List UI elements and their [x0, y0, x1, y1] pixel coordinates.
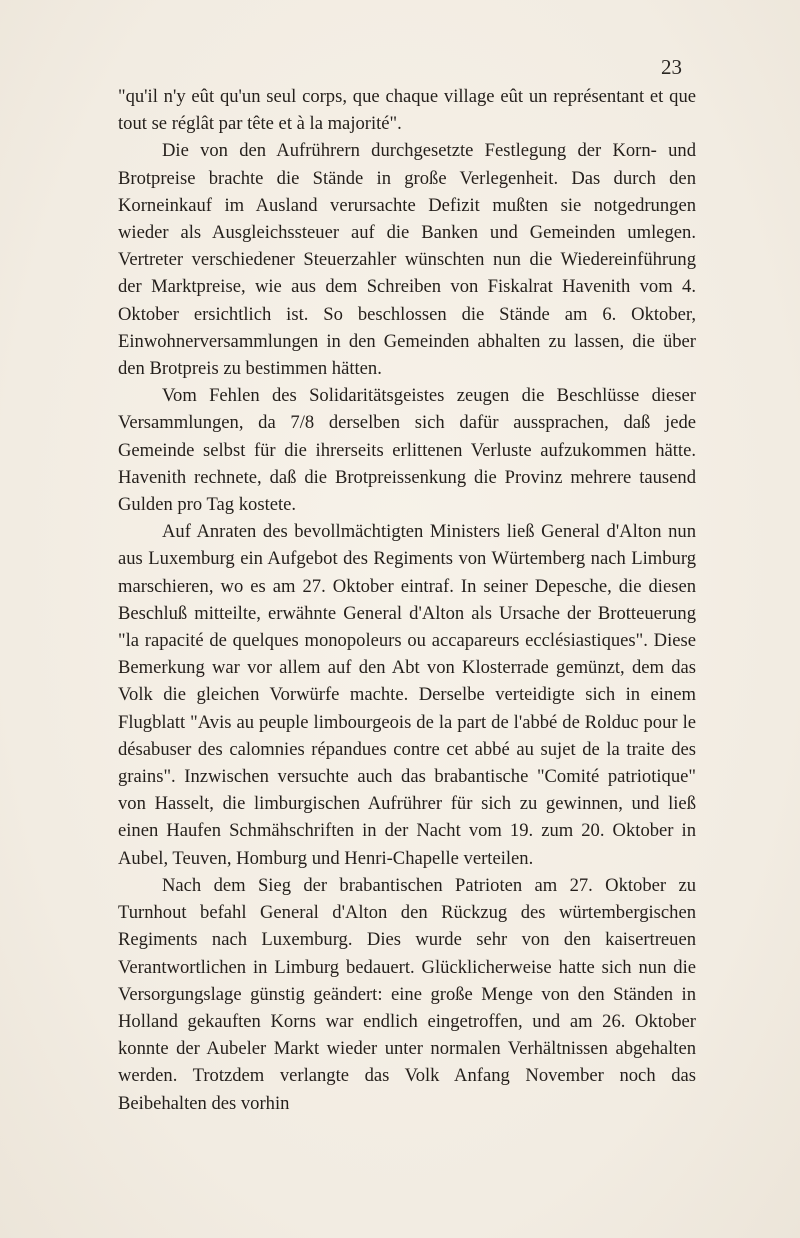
paragraph-5: Nach dem Sieg der brabantischen Patrioten am 27. Oktober zu Turnhout befahl General d'Alton den Rückzug des würtembergischen Regiments nach Luxemburg. Dies wurde sehr von den kaisertreuen Verantwortlichen in Limburg bedauert. Glücklicherweise hatte sich nun die Versorgungslage günstig geändert: eine große Menge von den Ständen in Holland gekauften Korns war endlich eingetroffen, und am 26. Oktober konnte der Aubeler Markt wieder unter normalen Verhältnissen abgehalten werden. Trotzdem verlangte das Volk Anfang November noch das Beibehalten des vorhin — [118, 874, 696, 1114]
paragraph-1: "qu'il n'y eût qu'un seul corps, que chaque village eût un représentant et que tout se réglât par tête et à la majorité". — [118, 86, 696, 135]
paragraph-3: Vom Fehlen des Solidaritätsgeistes zeugen die Beschlüsse dieser Versammlungen, da 7/8 derselben sich dafür aussprachen, daß jede Gemeinde selbst für die ihrerseits erlittenen Verluste aufzukommen hätte. Havenith rechnete, daß die Brotpreissenkung die Provinz mehrere tausend Gulden pro Tag kostete. — [118, 385, 696, 516]
paragraph-4: Auf Anraten des bevollmächtigten Ministers ließ General d'Alton nun aus Luxemburg ein Aufgebot des Regiments von Würtemberg nach Limburg marschieren, wo es am 27. Oktober eintraf. In seiner Depesche, die diesen Beschluß mitteilte, erwähnte General d'Alton als Ursache der Brotteuerung "la rapacité de quelques monopoleurs ou accapareurs ecclésiastiques". Diese Bemerkung war vor allem auf den Abt von Klosterrade gemünzt, dem das Volk die gleichen Vorwürfe machte. Derselbe verteidigte sich in einem Flugblatt "Avis au peuple limbourgeois de la part de l'abbé de Rolduc pour le désabuser des calomnies répandues contre cet abbé au sujet de la traite des grains". Inzwischen versuchte auch das brabantische "Comité patriotique" von Hasselt, die limburgischen Aufrührer für sich zu gewinnen, und ließ einen Haufen Schmähschriften in der Nacht vom 19. zum 20. Oktober in Aubel, Teuven, Homburg und Henri-Chapelle verteilen. — [118, 521, 696, 869]
page-number: 23 — [661, 55, 682, 79]
paragraph-2: Die von den Aufrührern durchgesetzte Festlegung der Korn- und Brotpreise brachte die Stände in große Verlegenheit. Das durch den Korneinkauf im Ausland verursachte Defizit mußten sie notgedrungen wieder als Ausgleichssteuer auf die Banken und Gemeinden umlegen. Vertreter verschiedener Steuerzahler wünschten nun die Wiedereinführung der Marktpreise, wie aus dem Schreiben von Fiskalrat Havenith vom 4. Oktober ersichtlich ist. So beschlossen die Stände am 6. Oktober, Einwohnerversammlungen in den Gemeinden abhalten zu lassen, die über den Brotpreis zu bestimmen hätten. — [118, 140, 696, 380]
body-text — [118, 83, 696, 1117]
